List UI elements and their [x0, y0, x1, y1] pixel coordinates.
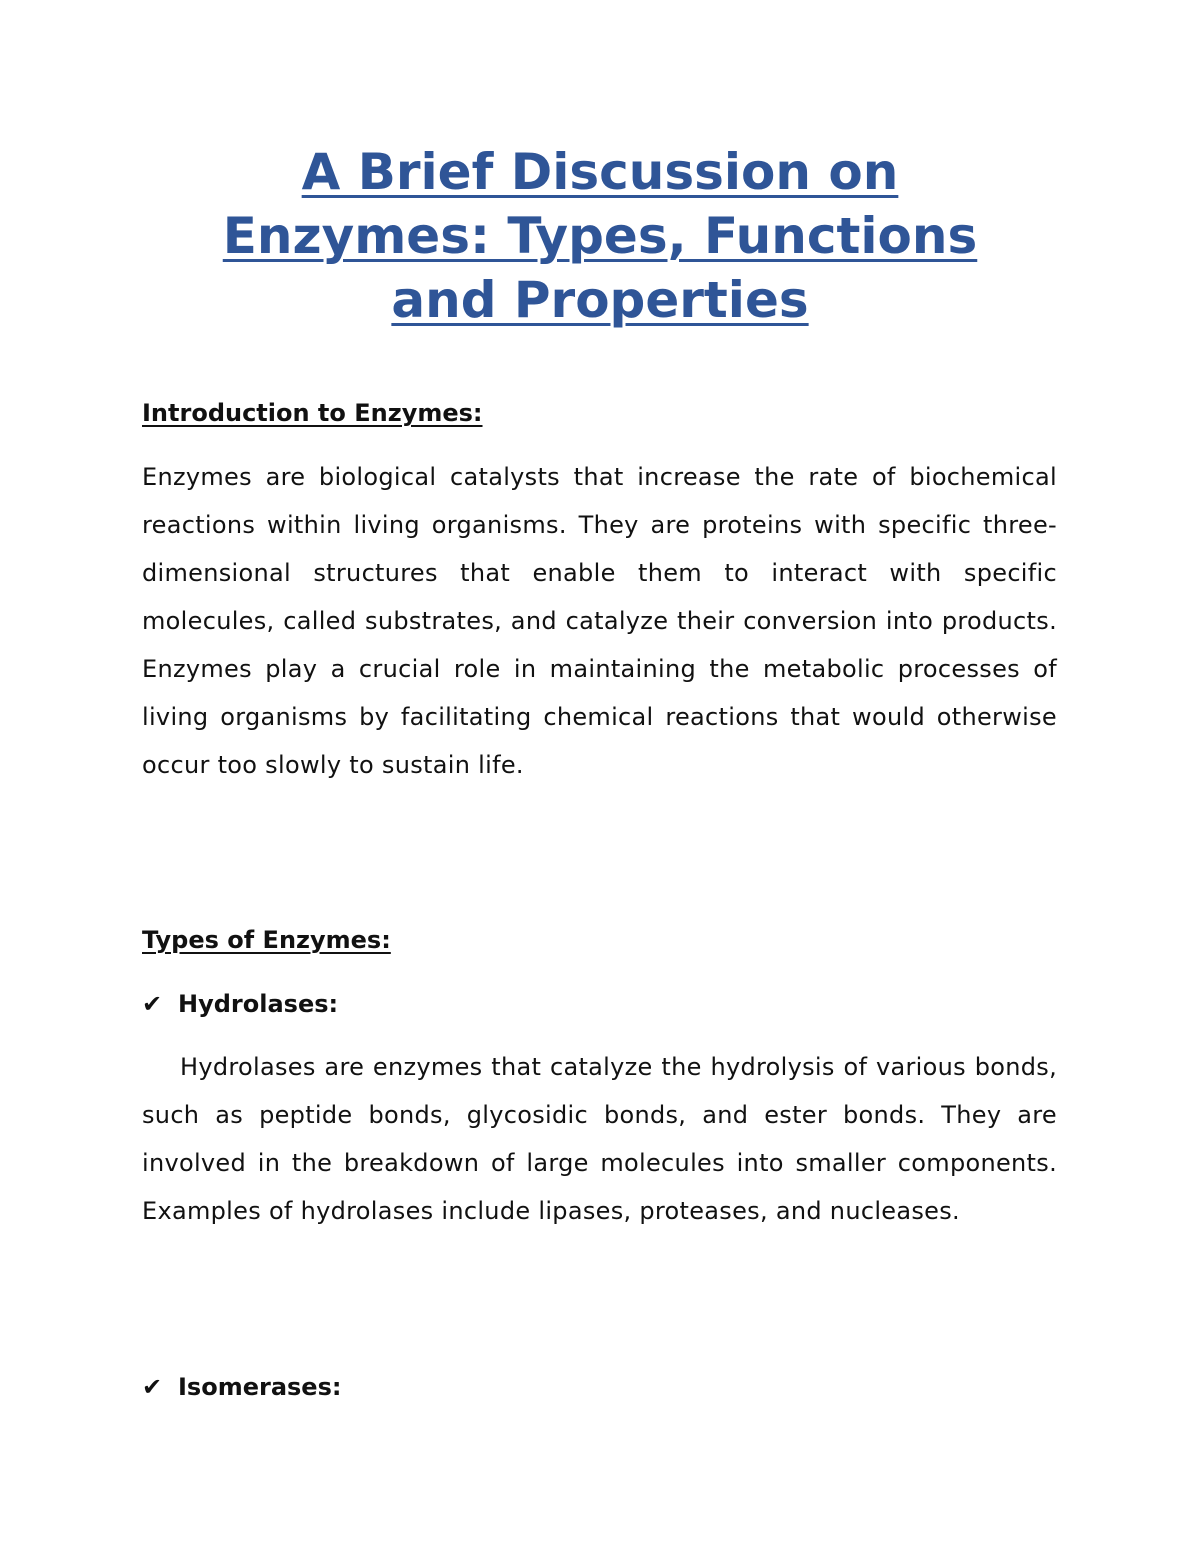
section-heading-introduction: Introduction to Enzymes:	[142, 399, 483, 427]
bullet-label: Isomerases:	[178, 1373, 342, 1401]
hydrolases-paragraph: Hydrolases are enzymes that catalyze the hydrolysis of various bonds, such as peptide bonds, glycosidic bonds, and ester bonds. They are involved in the breakdown of large molecules into smaller components. Examples of hydrolases include lipases, proteases, and nucleases.	[142, 1053, 1057, 1225]
checkmark-icon: ✔	[142, 990, 163, 1018]
checkmark-icon: ✔	[142, 1373, 163, 1401]
title-line: A Brief Discussion on	[301, 143, 899, 201]
section-heading-types: Types of Enzymes:	[142, 926, 391, 954]
bullet-item-isomerases	[142, 1371, 341, 1403]
title-line: and Properties	[391, 271, 809, 329]
bullet-label: Hydrolases:	[178, 990, 339, 1018]
intro-paragraph: Enzymes are biological catalysts that increase the rate of biochemical reactions within living organisms. They are proteins with specific three-dimensional structures that enable them to interact with specific molecules, called substrates, and catalyze their conversion into products. Enzymes play a crucial role in maintaining the metabolic processes of living organisms by facilitating chemical reactions that would otherwise occur too slowly to sustain life.	[142, 463, 1057, 779]
bullet-item-hydrolases	[142, 988, 338, 1020]
title-line: Enzymes: Types, Functions	[222, 207, 978, 265]
page-title	[140, 140, 1060, 332]
